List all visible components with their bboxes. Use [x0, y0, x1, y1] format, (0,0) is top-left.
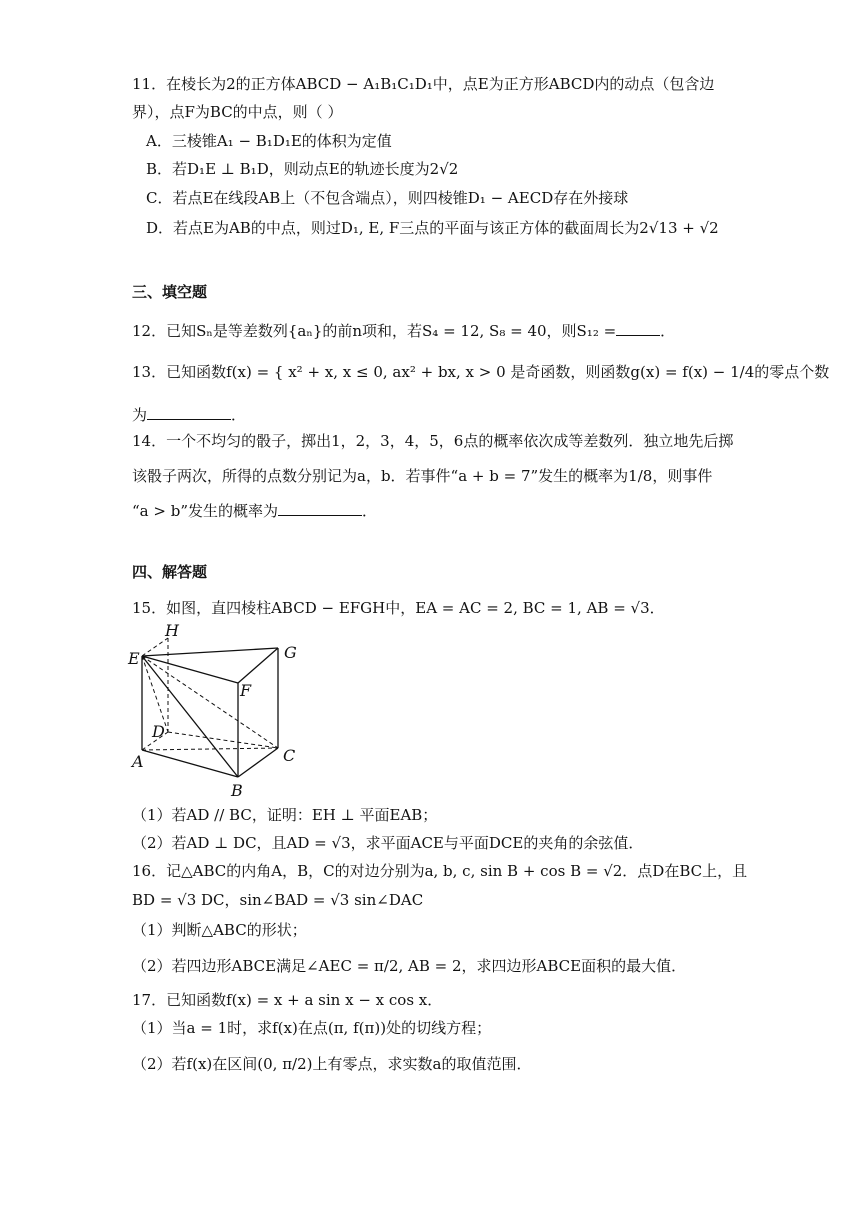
vertex-label-d: D [152, 722, 165, 741]
vertex-label-c: C [283, 746, 296, 765]
edge-EG [142, 648, 278, 656]
q13-answer-blank[interactable] [147, 403, 231, 420]
q16-part2: （2）若四边形ABCE满足∠AEC = π/2, AB = 2，求四边形ABCE面积的最大值． [132, 957, 687, 975]
q14-line2: 该骰子两次，所得的点数分别记为a，b．若事件“a + b = 7”发生的概率为1/8，则事件 [132, 467, 713, 485]
q11-option-c: C．若点E在线段AB上（不包含端点），则四棱锥D₁ − AECD存在外接球 [146, 189, 629, 207]
q13-end: ． [231, 406, 247, 424]
q16-line2: BD = √3 DC，sin∠BAD = √3 sin∠DAC [132, 891, 424, 909]
q14-end: ． [362, 502, 378, 520]
q11-stem-line1: 11．在棱长为2的正方体ABCD − A₁B₁C₁D₁中，点E为正方形ABCD内的动点（包含边 [132, 75, 715, 93]
q13-line2 [132, 403, 246, 426]
edge-EF [142, 656, 238, 683]
q14-line1: 14．一个不均匀的骰子，掷出1，2，3，4，5，6点的概率依次成等差数列．独立地先后掷 [132, 432, 734, 450]
section-title-solutions: 四、解答题 [132, 563, 208, 581]
q14-line3 [132, 499, 377, 522]
q17-part2: （2）若f(x)在区间(0, π/2)上有零点，求实数a的取值范围． [132, 1055, 532, 1073]
q15-part2: （2）若AD ⊥ DC，且AD = √3，求平面ACE与平面DCE的夹角的余弦值． [132, 834, 644, 852]
vertex-label-h: H [165, 621, 179, 640]
edge-BC [238, 748, 278, 777]
section-title-fill-blank: 三、填空题 [132, 283, 208, 301]
q12-stem: 12．已知Sₙ是等差数列{aₙ}的前n项和，若S₄ = 12, S₈ = 40，则S₁₂ = [132, 322, 617, 340]
vertex-label-a: A [132, 752, 144, 771]
q12-end: ． [660, 322, 676, 340]
edge-EB [142, 656, 238, 777]
q15-stem: 15．如图，直四棱柱ABCD − EFGH中，EA = AC = 2, BC = 1, AB = √3． [132, 599, 665, 617]
edge-AC [142, 748, 278, 750]
q13-line1: 13．已知函数f(x) = { x² + x, x ≤ 0, ax² + bx, x > 0 是奇函数，则函数g(x) = f(x) − 1/4的零点个数 [132, 363, 830, 381]
q11-option-a: A．三棱锥A₁ − B₁D₁E的体积为定值 [146, 132, 392, 150]
q17-part1: （1）当a = 1时，求f(x)在点(π, f(π))处的切线方程； [132, 1019, 492, 1037]
q16-line1: 16．记△ABC的内角A，B，C的对边分别为a, b, c, sin B + cos B = √2．点D在BC上，且 [132, 862, 748, 880]
edge-DC [168, 732, 278, 748]
edge-AB [142, 750, 238, 777]
q11-option-b: B．若D₁E ⊥ B₁D，则动点E的轨迹长度为2√2 [146, 160, 459, 178]
edge-FG [238, 648, 278, 683]
prism-figure [126, 620, 306, 800]
q11-stem-line2: 界），点F为BC的中点，则（ ） [132, 103, 343, 121]
edge-ED [142, 656, 168, 732]
q13-line2-text: 为 [132, 406, 148, 424]
vertex-label-f: F [240, 681, 252, 700]
edge-EH [142, 638, 168, 656]
q15-part1: （1）若AD // BC，证明：EH ⊥ 平面EAB； [132, 806, 438, 824]
q12-text [132, 319, 675, 342]
q11-option-d: D．若点E为AB的中点，则过D₁, E, F三点的平面与该正方体的截面周长为2√13 + √2 [146, 219, 719, 237]
q17-stem: 17．已知函数f(x) = x + a sin x − x cos x． [132, 991, 443, 1009]
vertex-label-b: B [231, 781, 243, 800]
q16-part1: （1）判断△ABC的形状； [132, 921, 307, 939]
vertex-label-g: G [284, 643, 297, 662]
q14-line3-text: “a > b”发生的概率为 [132, 502, 278, 520]
q14-answer-blank[interactable] [278, 499, 362, 516]
vertex-label-e: E [128, 649, 140, 668]
q12-answer-blank[interactable] [616, 319, 660, 336]
